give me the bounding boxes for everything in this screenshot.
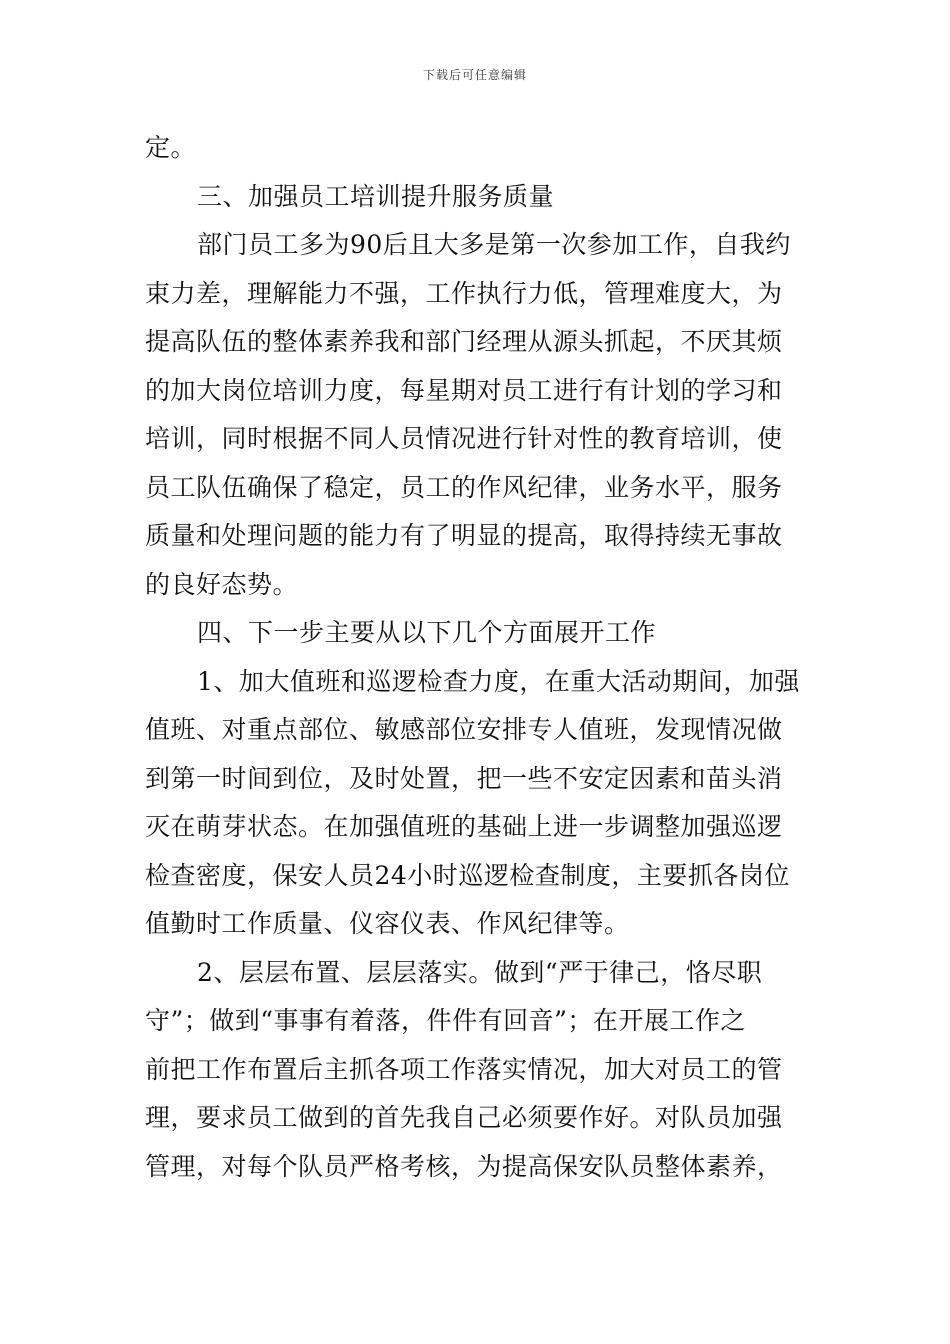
text-line: 前把工作布置后主抓各项工作落实情况，加大对员工的管 <box>145 1054 783 1084</box>
text-line: 的加大岗位培训力度，每星期对员工进行有计划的学习和 <box>145 375 783 405</box>
text-line: 质量和处理问题的能力有了明显的提高，取得持续无事故 <box>145 521 783 550</box>
text-line: 到第一时间到位，及时处置，把一些不安定因素和苗头消 <box>145 763 783 793</box>
text-line: 的良好态势。 <box>145 569 299 599</box>
text-line: 1、加大值班和巡逻检查力度，在重大活动期间，加强 <box>197 666 800 696</box>
text-line: 束力差，理解能力不强，工作执行力低，管理难度大，为 <box>145 278 783 308</box>
text-line: 2、层层布置、层层落实。做到“严于律己，恪尽职 <box>197 957 763 987</box>
section-heading: 四、下一步主要从以下几个方面展开工作 <box>197 618 657 647</box>
page-header: 下载后可任意编辑 <box>422 68 527 82</box>
text-line: 员工队伍确保了稳定，员工的作风纪律，业务水平，服务 <box>145 472 783 502</box>
text-line: 培训，同时根据不同人员情况进行针对性的教育培训，使 <box>145 424 783 453</box>
text-line: 值班、对重点部位、敏感部位安排专人值班，发现情况做 <box>145 715 783 744</box>
text-line: 部门员工多为90后且大多是第一次参加工作，自我约 <box>197 230 791 259</box>
text-line: 灭在萌芽状态。在加强值班的基础上进一步调整加强巡逻 <box>145 812 783 841</box>
text-line: 提高队伍的整体素养我和部门经理从源头抓起，不厌其烦 <box>145 327 783 356</box>
text-line: 管理，对每个队员严格考核，为提高保安队员整体素养， <box>145 1151 783 1181</box>
text-line: 值勤时工作质量、仪容仪表、作风纪律等。 <box>145 909 630 938</box>
text-line: 定。 <box>145 133 197 162</box>
text-line: 检查密度，保安人员24小时巡逻检查制度，主要抓各岗位 <box>145 860 790 890</box>
text-line: 理，要求员工做到的首先我自己必须要作好。对队员加强 <box>145 1103 783 1132</box>
text-line: 守”；做到“事事有着落，件件有回音”；在开展工作之 <box>145 1006 746 1035</box>
body-text <box>145 124 810 1191</box>
section-heading: 三、加强员工培训提升服务质量 <box>197 181 555 211</box>
